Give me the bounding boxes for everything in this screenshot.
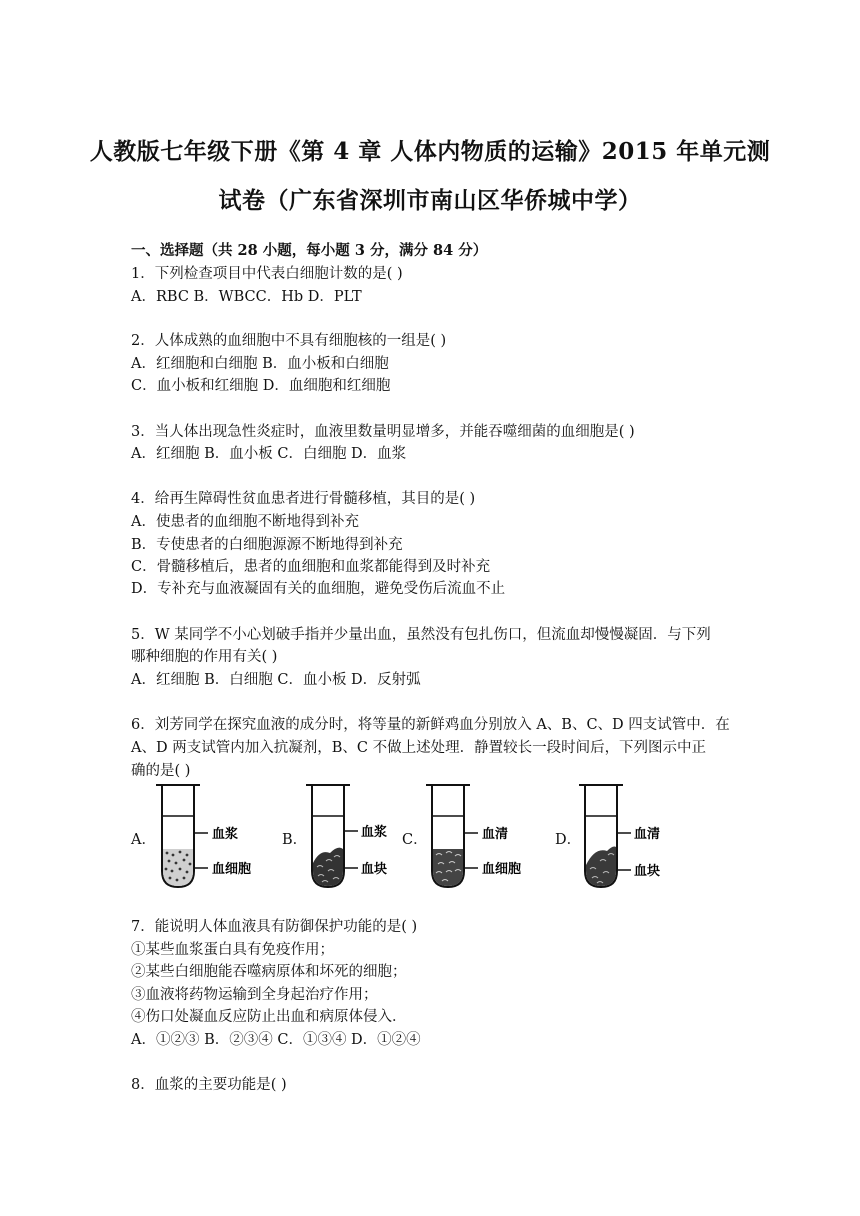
section-header: 一、选择题（共 28 小题，每小题 3 分，满分 84 分） [131, 242, 488, 259]
tube-d-option-label: D． [555, 832, 582, 848]
question-3-options: A．红细胞 B．血小板 C．白细胞 D．血浆 [131, 446, 407, 462]
test-tube-c-figure [420, 783, 540, 893]
question-8-stem: 8．血浆的主要功能是( ) [131, 1077, 287, 1093]
question-4-stem: 4．给再生障碍性贫血患者进行骨髓移植，其目的是( ) [131, 491, 476, 507]
test-tube-c-icon [420, 783, 540, 893]
tube-a-upper-label: 血浆 [212, 827, 239, 842]
question-5-stem-line-2: 哪种细胞的作用有关( ) [131, 649, 278, 665]
test-tube-b-icon [300, 783, 410, 893]
document-title-line-2: 试卷（广东省深圳市南山区华侨城中学） [218, 187, 642, 214]
question-7-options: A．①②③ B．②③④ C．①③④ D．①②④ [131, 1032, 421, 1048]
question-7-statement-3: ③血液将药物运输到全身起治疗作用； [131, 987, 378, 1003]
question-7-statement-1: ①某些血浆蛋白具有免疫作用； [131, 942, 334, 958]
tube-c-option-label: C． [402, 832, 428, 848]
tube-a-option-label: A． [131, 832, 156, 848]
question-6-stem-line-3: 确的是( ) [131, 763, 191, 779]
question-7-stem: 7．能说明人体血液具有防御保护功能的是( ) [131, 919, 418, 935]
tube-c-upper-label: 血清 [482, 827, 509, 842]
question-2-options-cd: C．血小板和红细胞 D．血细胞和红细胞 [131, 378, 391, 394]
test-tube-a-icon [150, 783, 270, 893]
tube-d-lower-label: 血块 [634, 864, 661, 879]
question-5-stem-line-1: 5．W 某同学不小心划破手指并少量出血，虽然没有包扎伤口，但流血却慢慢凝固．与下列 [131, 627, 711, 643]
test-tube-d-figure [573, 783, 683, 893]
tube-b-lower-label: 血块 [361, 862, 388, 877]
question-1-stem: 1．下列检查项目中代表白细胞计数的是( ) [131, 266, 403, 282]
tube-b-option-label: B． [282, 832, 308, 848]
question-2-stem: 2．人体成熟的血细胞中不具有细胞核的一组是( ) [131, 333, 447, 349]
question-4-option-b: B．专使患者的白细胞源源不断地得到补充 [131, 537, 403, 553]
question-5-options: A．红细胞 B．白细胞 C．血小板 D．反射弧 [131, 672, 421, 688]
test-tube-d-icon [573, 783, 683, 893]
tube-c-lower-label: 血细胞 [482, 862, 522, 877]
test-tube-b-figure [300, 783, 410, 893]
question-4-option-a: A．使患者的血细胞不断地得到补充 [131, 514, 359, 530]
document-title-line-1: 人教版七年级下册《第 4 章 人体内物质的运输》2015 年单元测 [89, 138, 771, 165]
tube-a-lower-label: 血细胞 [212, 862, 252, 877]
question-1-options: A．RBC B．WBCC．Hb D．PLT [131, 289, 362, 305]
question-2-options-ab: A．红细胞和白细胞 B．血小板和白细胞 [131, 356, 389, 372]
question-4-option-d: D．专补充与血液凝固有关的血细胞，避免受伤后流血不止 [131, 581, 506, 597]
tube-b-upper-label: 血浆 [361, 825, 388, 840]
tube-d-upper-label: 血清 [634, 827, 661, 842]
test-tube-a-figure [150, 783, 270, 893]
question-7-statement-2: ②某些白细胞能吞噬病原体和坏死的细胞； [131, 964, 407, 980]
question-7-statement-4: ④伤口处凝血反应防止出血和病原体侵入． [131, 1009, 407, 1025]
question-6-stem-line-2: A、D 两支试管内加入抗凝剂，B、C 不做上述处理．静置较长一段时间后，下列图示中正 [131, 740, 707, 756]
question-6-stem-line-1: 6．刘芳同学在探究血液的成分时，将等量的新鲜鸡血分别放入 A、B、C、D 四支试管中．在 [131, 717, 730, 733]
question-3-stem: 3．当人体出现急性炎症时，血液里数量明显增多，并能吞噬细菌的血细胞是( ) [131, 424, 635, 440]
question-4-option-c: C．骨髓移植后，患者的血细胞和血浆都能得到及时补充 [131, 559, 491, 575]
